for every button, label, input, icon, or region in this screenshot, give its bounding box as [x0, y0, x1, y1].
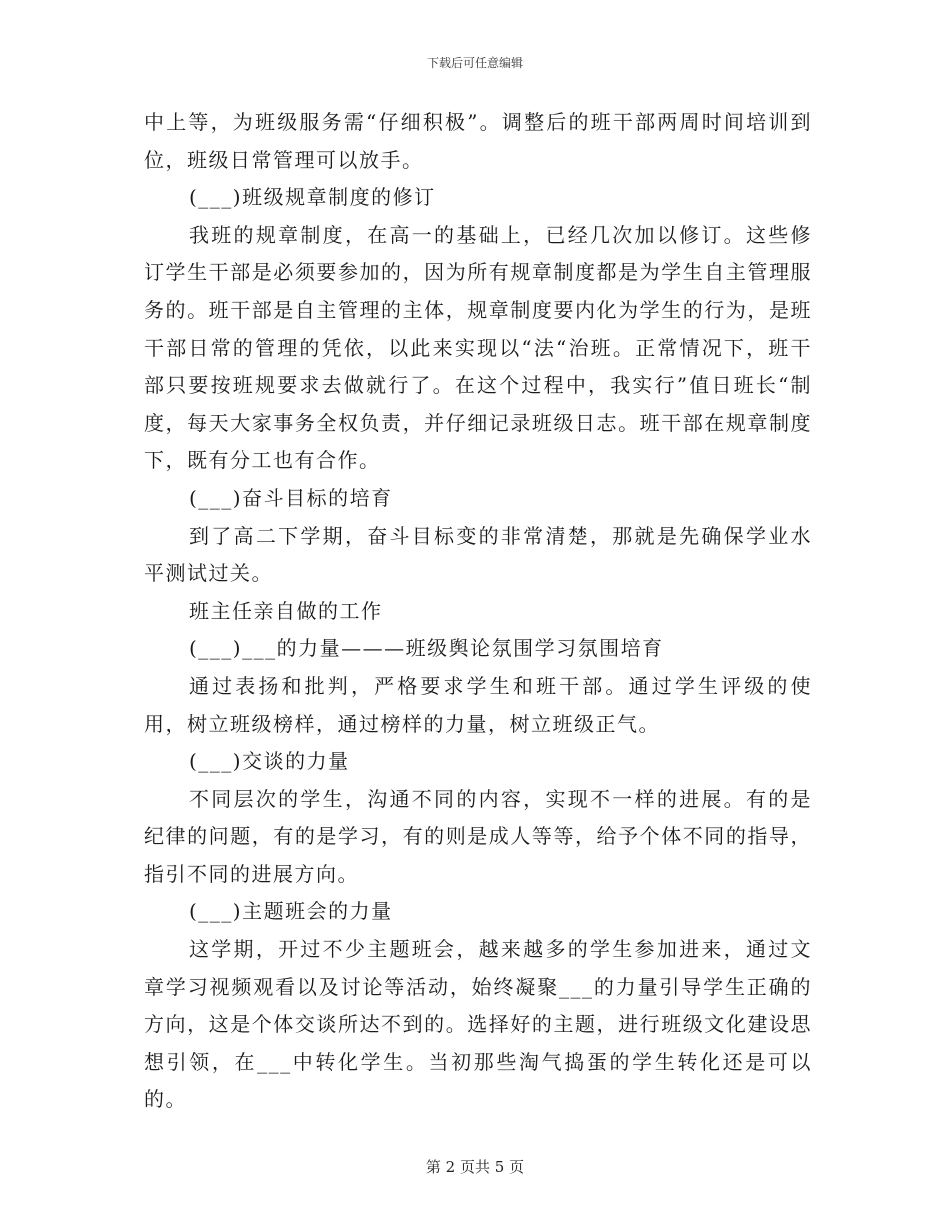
paragraph-goals: 到了高二下学期，奋斗目标变的非常清楚，那就是先确保学业水平测试过关。: [144, 523, 812, 586]
page-number: 第 2 页共 5 页: [425, 1158, 525, 1176]
section-heading-teacher-work: 班主任亲自做的工作: [189, 598, 383, 623]
section-heading-goals: (___)奋斗目标的培育: [189, 485, 393, 510]
section-heading-rules: (___)班级规章制度的修订: [189, 185, 436, 210]
header-note: 下载后可任意编辑: [426, 56, 523, 70]
paragraph-talk: 不同层次的学生，沟通不同的内容，实现不一样的进展。有的是纪律的问题，有的是学习，有的则是成人等等，给予个体不同的指导，指引不同的进展方向。: [144, 786, 812, 886]
section-heading-atmosphere: (___)___的力量———班级舆论氛围学习氛围培育: [189, 636, 664, 661]
section-heading-talk: (___)交谈的力量: [189, 749, 350, 774]
paragraph-atmosphere: 通过表扬和批判，严格要求学生和班干部。通过学生评级的使用，树立班级榜样，通过榜样的力量，树立班级正气。: [144, 673, 812, 736]
paragraph-class-meeting: 这学期，开过不少主题班会，越来越多的学生参加进来，通过文章学习视频观看以及讨论等活动，始终凝聚___的力量引导学生正确的方向，这是个体交谈所达不到的。选择好的主题，进行班级文化建设思想引领，在___中转化学生。当初那些淘气捣蛋的学生转化还是可以的。: [144, 937, 812, 1112]
document-body: [144, 104, 812, 1119]
section-heading-class-meeting: (___)主题班会的力量: [189, 899, 393, 924]
paragraph-rules: 我班的规章制度，在高一的基础上，已经几次加以修订。这些修订学生干部是必须要参加的，因为所有规章制度都是为学生自主管理服务的。班干部是自主管理的主体，规章制度要内化为学生的行为，是班干部日常的管理的凭依，以此来实现以“法“治班。正常情况下，班干部只要按班规要求去做就行了。在这个过程中，我实行”值日班长“制度，每天大家事务全权负责，并仔细记录班级日志。班干部在规章制度下，既有分工也有合作。: [144, 222, 812, 473]
paragraph-continuation: 中上等，为班级服务需“仔细积极”。调整后的班干部两周时间培训到位，班级日常管理可以放手。: [144, 110, 812, 172]
